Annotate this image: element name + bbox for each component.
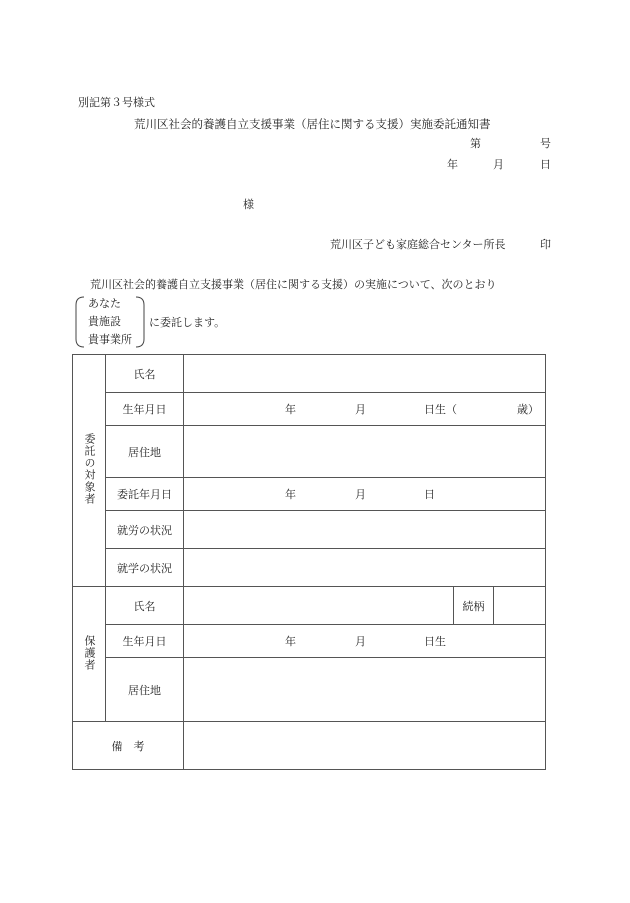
commission-day: 日: [424, 488, 435, 501]
employment-status-label: 就労の状況: [106, 511, 184, 549]
guardian-address-label: 居住地: [106, 658, 184, 722]
date-month-label: 月: [493, 158, 504, 171]
guardian-birth-day: 日生: [424, 635, 446, 648]
subject-birthdate-label: 生年月日: [106, 393, 184, 426]
school-status-label: 就学の状況: [106, 549, 184, 587]
number-prefix: 第: [470, 137, 481, 150]
form-number: 別記第３号様式: [78, 96, 155, 109]
subject-group-header: 委託の対象者: [73, 355, 106, 587]
guardian-birthdate-field[interactable]: [184, 625, 546, 658]
subject-birth-month: 月: [355, 403, 366, 416]
document-title: 荒川区社会的養護自立支援事業（居住に関する支援）実施委託通知書: [134, 117, 491, 131]
addressee-suffix: 様: [243, 198, 254, 211]
commission-table: [72, 354, 546, 770]
relationship-field[interactable]: [494, 587, 546, 625]
issuer-name: 荒川区子ども家庭総合センター所長: [330, 238, 506, 251]
subject-age: 歳）: [517, 403, 539, 416]
guardian-name-label: 氏名: [106, 587, 184, 625]
subject-name-label: 氏名: [106, 355, 184, 393]
recipient-options-brace: [72, 296, 148, 348]
remarks-field[interactable]: [184, 722, 546, 770]
body-text-continuation: に委託します。: [149, 316, 226, 329]
school-status-field[interactable]: [184, 549, 546, 587]
commission-date-field[interactable]: [184, 478, 546, 511]
guardian-address-field[interactable]: [184, 658, 546, 722]
date-year-label: 年: [447, 158, 458, 171]
commission-year: 年: [285, 488, 296, 501]
recipient-option-facility: 貴施設: [88, 315, 121, 328]
commission-month: 月: [355, 488, 366, 501]
recipient-option-you: あなた: [88, 297, 121, 310]
guardian-name-field[interactable]: [184, 587, 454, 625]
date-day-label: 日: [540, 158, 551, 171]
employment-status-field[interactable]: [184, 511, 546, 549]
body-text: 荒川区社会的養護自立支援事業（居住に関する支援）の実施について、次のとおり: [90, 278, 497, 291]
subject-name-field[interactable]: [184, 355, 546, 393]
guardian-birthdate-label: 生年月日: [106, 625, 184, 658]
subject-birth-day: 日生（: [424, 403, 457, 416]
number-suffix: 号: [540, 137, 551, 150]
commission-date-label: 委託年月日: [106, 478, 184, 511]
guardian-birth-month: 月: [355, 635, 366, 648]
relationship-label: 続柄: [454, 587, 494, 625]
seal-mark: 印: [540, 238, 551, 251]
guardian-group-header: 保護者: [73, 587, 106, 722]
recipient-option-office: 貴事業所: [88, 333, 132, 346]
subject-address-label: 居住地: [106, 426, 184, 478]
subject-address-field[interactable]: [184, 426, 546, 478]
guardian-birth-year: 年: [285, 635, 296, 648]
subject-birth-year: 年: [285, 403, 296, 416]
remarks-label: 備 考: [73, 722, 184, 770]
subject-birthdate-field[interactable]: [184, 393, 546, 426]
